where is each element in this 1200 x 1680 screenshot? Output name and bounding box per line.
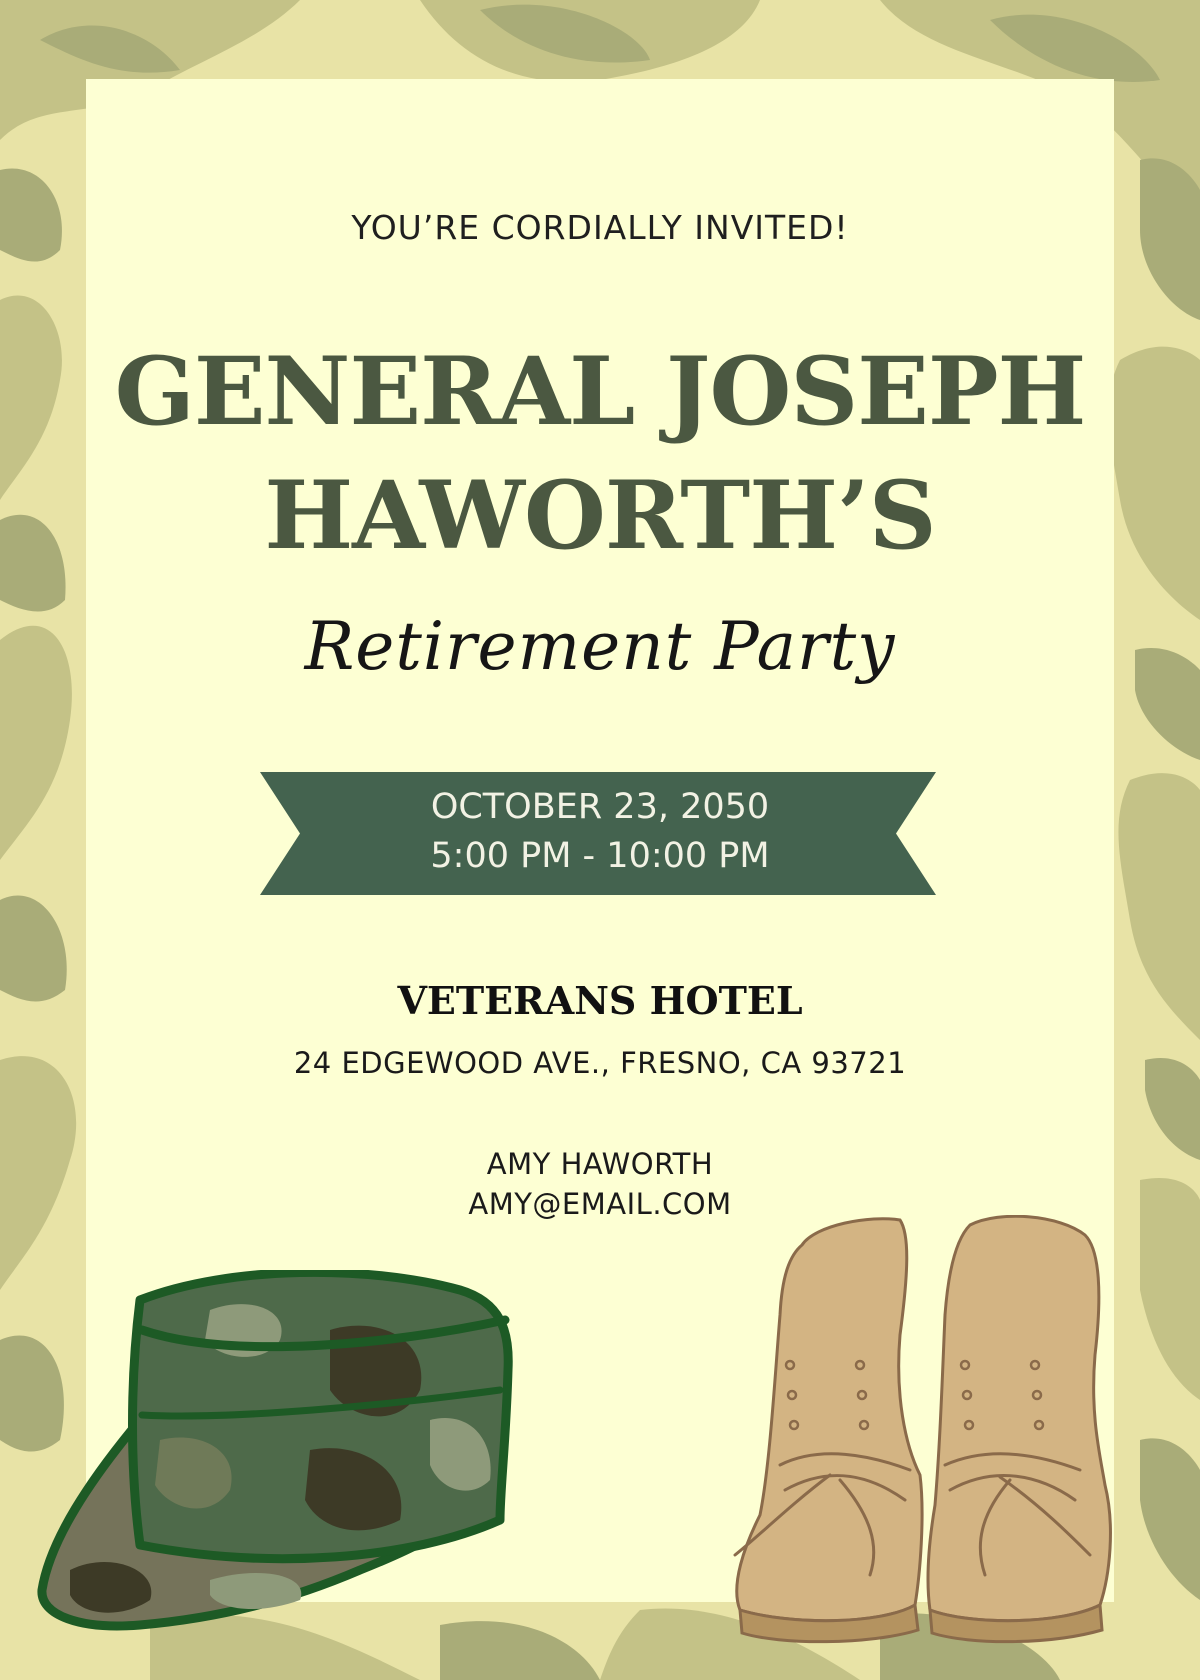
greeting-text: YOU’RE CORDIALLY INVITED!	[351, 208, 849, 247]
contact-email: AMY@EMAIL.COM	[468, 1187, 732, 1221]
event-date: OCTOBER 23, 2050	[430, 787, 770, 827]
combat-boots-icon	[730, 1215, 1170, 1655]
venue-name: VETERANS HOTEL	[397, 978, 803, 1023]
military-cap-icon	[30, 1270, 530, 1650]
honoree-name-line1: GENERAL JOSEPH	[114, 337, 1086, 447]
event-name: Retirement Party	[304, 608, 896, 685]
contact-name: AMY HAWORTH	[486, 1147, 714, 1181]
honoree-name	[0, 330, 1200, 578]
venue-address: 24 EDGEWOOD AVE., FRESNO, CA 93721	[293, 1046, 907, 1080]
event-time: 5:00 PM - 10:00 PM	[430, 836, 770, 876]
honoree-name-line2: HAWORTH’S	[264, 461, 936, 571]
